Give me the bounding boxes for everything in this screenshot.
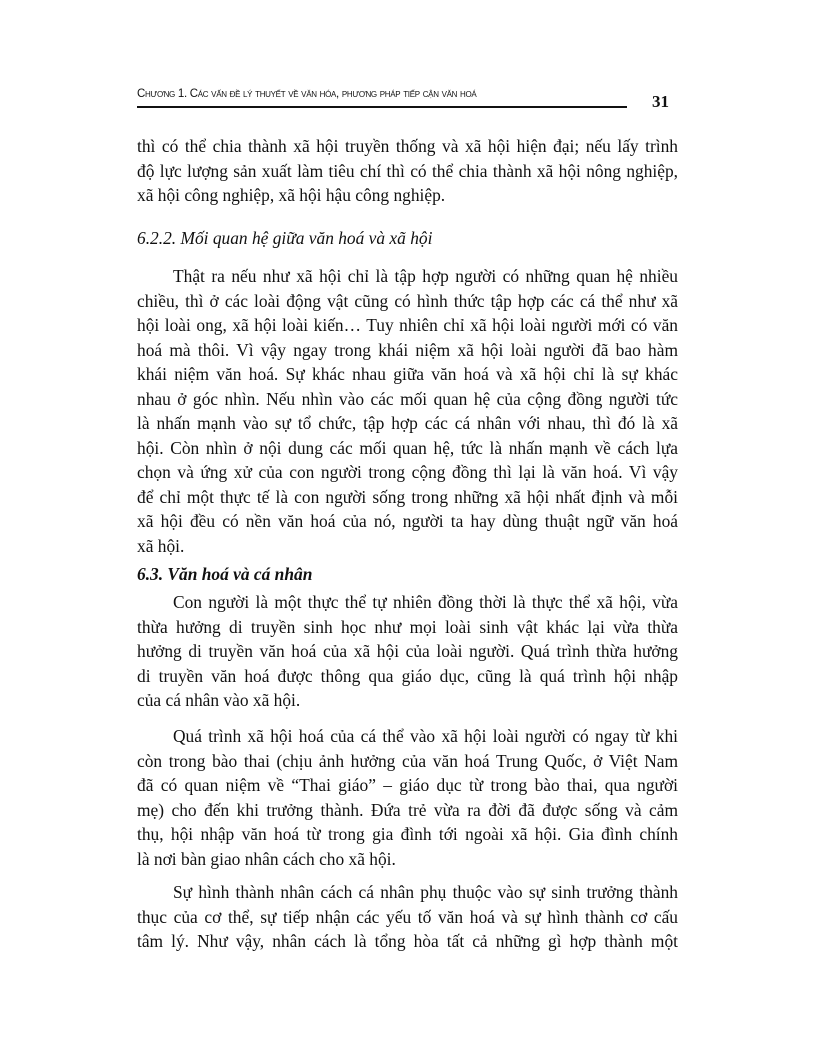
text-line: xã hội công nghiệp, xã hội hậu công nghiệp. [137, 185, 446, 205]
text-line: tâm lý. Như vậy, nhân cách là tổng hòa tất cả những gì hợp thành một [137, 931, 678, 951]
text-line: Thật ra nếu như xã hội chỉ là tập hợp người có những quan hệ nhiều [173, 266, 678, 286]
text-line: là nơi bàn giao nhân cách cho xã hội. [137, 848, 396, 869]
text-line: độ lực lượng sản xuất làm tiêu chí thì có thể chia thành xã hội nông nghiệp, [137, 160, 678, 181]
text-line: còn trong bào thai (chịu ảnh hưởng của văn hoá Trung Quốc, ở Việt Nam [137, 750, 678, 771]
text-line: hoá mà thôi. Vì vậy ngay trong khái niệm xã hội loài người đã bao hàm [137, 339, 678, 360]
text-line: 6.3. Văn hoá và cá nhân [137, 564, 313, 584]
text-line: hội. Còn nhìn ở nội dung các mối quan hệ, tức là nhấn mạnh về cách lựa [137, 437, 678, 458]
text-line: để chỉ một thực tế là con người sống trong những xã hội nhất định và mỗi [137, 486, 678, 507]
text-line: di truyền văn hoá được thông qua giáo dục, cũng là quá trình hội nhập [137, 665, 678, 686]
section-heading [137, 562, 678, 587]
text-line: thục của cơ thể, sự tiếp nhận các yếu tố văn hoá và sự hình thành cơ cấu [137, 906, 678, 927]
text-line: thì có thể chia thành xã hội truyền thống và xã hội hiện đại; nếu lấy trình [137, 136, 678, 156]
text-line: chọn và ứng xử của con người trong cộng đồng thì lại là văn hoá. Vì vậy [137, 462, 678, 482]
text-line: Con người là một thực thể tự nhiên đồng thời là thực thể xã hội, vừa [173, 592, 678, 612]
paragraph [137, 724, 678, 871]
text-line: xã hội. [137, 535, 185, 556]
text-line: mẹ) cho đến khi trưởng thành. Đứa trẻ vừa ra đời đã được sống và cảm [137, 799, 678, 820]
text-line: khái niệm văn hoá. Sự khác nhau giữa văn hoá và xã hội chỉ là sự khác [137, 364, 678, 384]
text-line: Sự hình thành nhân cách cá nhân phụ thuộc vào sự sinh trưởng thành [173, 882, 678, 902]
paragraph [137, 590, 678, 713]
header-rule [137, 106, 627, 108]
text-line: thụ, hội nhập văn hoá từ trong gia đình tới ngoài xã hội. Gia đình chính [137, 824, 678, 844]
paragraph [137, 134, 678, 208]
text-line: nhau ở góc nhìn. Nếu nhìn vào các mối quan hệ của cộng đồng người tức [137, 388, 678, 409]
text-line: hội loài ong, xã hội loài kiến… Tuy nhiên chỉ xã hội loài người mới có văn [137, 315, 678, 335]
text-line: của cá nhân vào xã hội. [137, 690, 301, 710]
text-line: 6.2.2. Mối quan hệ giữa văn hoá và xã hội [137, 228, 433, 248]
text-line: xã hội đều có nền văn hoá của nó, người ta hay dùng thuật ngữ văn hoá [137, 511, 678, 531]
text-line: là nhấn mạnh vào sự tổ chức, tập hợp các cá nhân với nhau, thì đó là xã [137, 413, 678, 433]
paragraph [137, 264, 678, 558]
running-header: Chương 1. Các vấn đề lý thuyết về văn hóa, phương pháp tiếp cận văn hoá [137, 88, 477, 100]
text-line: thừa hưởng di truyền sinh học như mọi loài sinh vật khác lại vừa thừa [137, 616, 678, 637]
text-line: chiều, thì ở các loài động vật cũng có hình thức tập hợp các cá thể như xã [137, 290, 678, 311]
text-line: đã có quan niệm về “Thai giáo” – giáo dục từ trong bào thai, qua người [137, 775, 678, 795]
page-number: 31 [652, 92, 669, 111]
text-line: Quá trình xã hội hoá của cá thể vào xã hội loài người có ngay từ khi [173, 726, 678, 746]
subsection-heading [137, 226, 678, 251]
text-line: hưởng di truyền văn hoá của xã hội của loài người. Quá trình thừa hưởng [137, 641, 678, 661]
paragraph [137, 880, 678, 954]
